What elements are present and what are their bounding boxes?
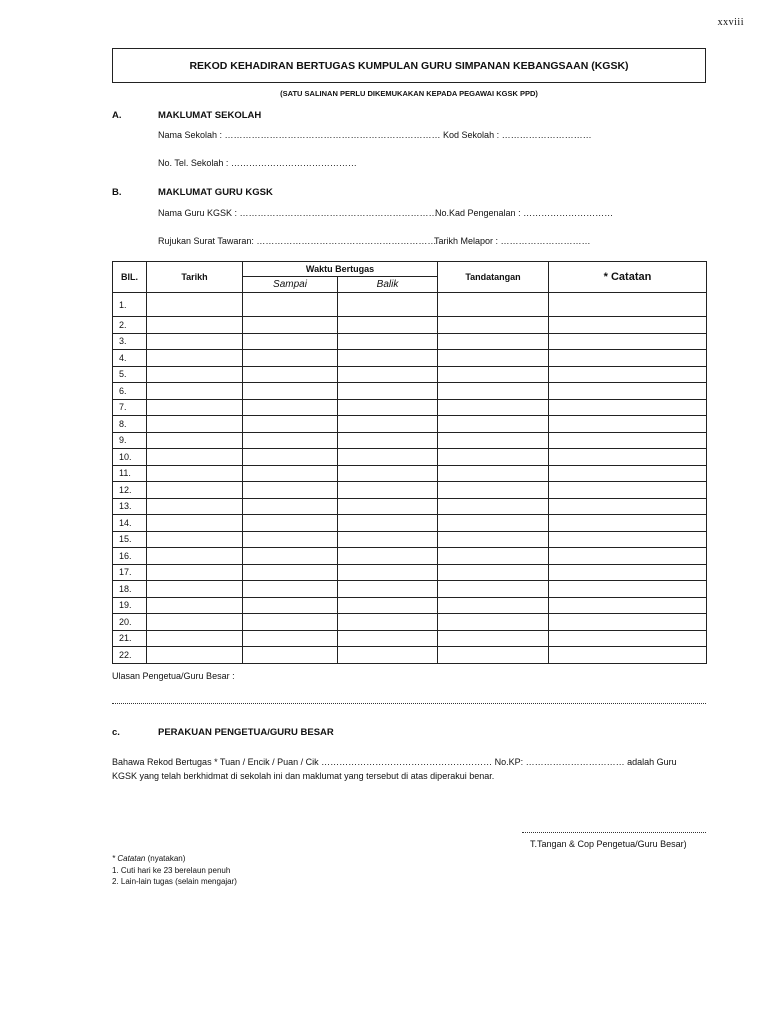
cell-balik <box>338 498 438 515</box>
table-row <box>113 581 707 598</box>
table-row <box>113 515 707 532</box>
cell-sampai <box>243 383 338 400</box>
header-bil: BIL. <box>113 262 147 293</box>
cell-balik <box>338 350 438 367</box>
cell-tandatangan <box>438 350 549 367</box>
cell-balik <box>338 465 438 482</box>
perakuan-line-2: KGSK yang telah berkhidmat di sekolah ini dan maklumat yang tersebut di atas diperakui benar. <box>112 771 495 781</box>
cell-balik <box>338 399 438 416</box>
cell-tandatangan <box>438 317 549 334</box>
cell-bil: 5. <box>113 366 147 383</box>
cell-tarikh <box>147 564 243 581</box>
form-subtitle: (SATU SALINAN PERLU DIKEMUKAKAN KEPADA PEGAWAI KGSK PPD) <box>280 89 538 98</box>
signature-label: T.Tangan & Cop Pengetua/Guru Besar) <box>530 839 687 849</box>
cell-sampai <box>243 317 338 334</box>
cell-balik <box>338 432 438 449</box>
cell-catatan <box>549 432 707 449</box>
cell-balik <box>338 647 438 664</box>
cell-tarikh <box>147 383 243 400</box>
table-row <box>113 432 707 449</box>
cell-tandatangan <box>438 630 549 647</box>
cell-bil: 19. <box>113 597 147 614</box>
cell-tandatangan <box>438 399 549 416</box>
cell-tandatangan <box>438 531 549 548</box>
table-row <box>113 350 707 367</box>
form-title <box>112 48 706 83</box>
cell-tandatangan <box>438 564 549 581</box>
table-row <box>113 482 707 499</box>
cell-tarikh <box>147 597 243 614</box>
no-kad-pengenalan-field: No.Kad Pengenalan : ………………………… <box>435 208 614 218</box>
cell-catatan <box>549 333 707 350</box>
cell-catatan <box>549 416 707 433</box>
cell-tandatangan <box>438 449 549 466</box>
form-title-text: REKOD KEHADIRAN BERTUGAS KUMPULAN GURU SIMPANAN KEBANGSAAN (KGSK) <box>189 59 629 72</box>
table-row <box>113 630 707 647</box>
cell-catatan <box>549 350 707 367</box>
cell-balik <box>338 630 438 647</box>
page-number: xxviii <box>717 17 744 28</box>
cell-balik <box>338 548 438 565</box>
cell-sampai <box>243 449 338 466</box>
cell-tarikh <box>147 630 243 647</box>
cell-catatan <box>549 597 707 614</box>
cell-bil: 4. <box>113 350 147 367</box>
nama-guru-field: Nama Guru KGSK : ………………………………………………………… <box>158 208 438 218</box>
cell-tandatangan <box>438 614 549 631</box>
cell-catatan <box>549 531 707 548</box>
cell-sampai <box>243 293 338 317</box>
cell-sampai <box>243 597 338 614</box>
notes-lead-rest: (nyatakan) <box>145 854 186 863</box>
nama-sekolah-field: Nama Sekolah : ……………………………………………………………… Kod Sekolah : ………………………… <box>158 130 592 140</box>
cell-catatan <box>549 449 707 466</box>
table-row <box>113 366 707 383</box>
cell-sampai <box>243 465 338 482</box>
no-tel-sekolah-field: No. Tel. Sekolah : …………………………………… <box>158 158 357 168</box>
cell-bil: 22. <box>113 647 147 664</box>
cell-tarikh <box>147 482 243 499</box>
cell-tandatangan <box>438 432 549 449</box>
cell-tandatangan <box>438 416 549 433</box>
cell-tandatangan <box>438 498 549 515</box>
cell-catatan <box>549 293 707 317</box>
table-row <box>113 465 707 482</box>
cell-balik <box>338 449 438 466</box>
cell-sampai <box>243 614 338 631</box>
section-c-title: PERAKUAN PENGETUA/GURU BESAR <box>158 727 334 738</box>
cell-catatan <box>549 465 707 482</box>
table-row <box>113 317 707 334</box>
cell-balik <box>338 383 438 400</box>
table-row <box>113 333 707 350</box>
cell-sampai <box>243 548 338 565</box>
cell-tandatangan <box>438 333 549 350</box>
rujukan-surat-field: Rujukan Surat Tawaran: …………………………………………………… <box>158 236 437 246</box>
attendance-table-body <box>113 293 707 664</box>
header-balik: Balik <box>338 277 438 293</box>
note-item: 2. Lain-lain tugas (selain mengajar) <box>112 877 237 886</box>
cell-catatan <box>549 581 707 598</box>
header-sampai: Sampai <box>243 277 338 293</box>
cell-balik <box>338 531 438 548</box>
table-row <box>113 449 707 466</box>
cell-catatan <box>549 317 707 334</box>
table-row <box>113 548 707 565</box>
section-c-letter: c. <box>112 727 120 738</box>
cell-tarikh <box>147 350 243 367</box>
header-tarikh: Tarikh <box>147 262 243 293</box>
header-tandatangan: Tandatangan <box>438 262 549 293</box>
cell-catatan <box>549 647 707 664</box>
cell-bil: 3. <box>113 333 147 350</box>
cell-tarikh <box>147 399 243 416</box>
cell-tarikh <box>147 515 243 532</box>
table-row <box>113 383 707 400</box>
table-row <box>113 399 707 416</box>
catatan-notes <box>112 853 237 888</box>
cell-tandatangan <box>438 548 549 565</box>
cell-bil: 21. <box>113 630 147 647</box>
cell-tarikh <box>147 581 243 598</box>
cell-tandatangan <box>438 293 549 317</box>
cell-bil: 18. <box>113 581 147 598</box>
table-row <box>113 564 707 581</box>
table-row <box>113 647 707 664</box>
cell-tarikh <box>147 432 243 449</box>
cell-tarikh <box>147 293 243 317</box>
perakuan-line-1: Bahawa Rekod Bertugas * Tuan / Encik / Puan / Cik ………………………………………………… No.KP: …………………………… adalah Guru <box>112 757 677 767</box>
cell-balik <box>338 366 438 383</box>
cell-bil: 12. <box>113 482 147 499</box>
notes-lead-italic: * Catatan <box>112 854 146 863</box>
cell-catatan <box>549 498 707 515</box>
cell-bil: 2. <box>113 317 147 334</box>
cell-sampai <box>243 630 338 647</box>
cell-sampai <box>243 647 338 664</box>
cell-sampai <box>243 399 338 416</box>
cell-sampai <box>243 366 338 383</box>
cell-catatan <box>549 482 707 499</box>
cell-tarikh <box>147 647 243 664</box>
cell-sampai <box>243 531 338 548</box>
cell-bil: 13. <box>113 498 147 515</box>
cell-bil: 14. <box>113 515 147 532</box>
cell-sampai <box>243 482 338 499</box>
cell-tarikh <box>147 498 243 515</box>
cell-balik <box>338 293 438 317</box>
cell-catatan <box>549 564 707 581</box>
cell-catatan <box>549 548 707 565</box>
cell-tandatangan <box>438 581 549 598</box>
cell-balik <box>338 614 438 631</box>
cell-tarikh <box>147 449 243 466</box>
tarikh-melapor-field: Tarikh Melapor : ………………………… <box>434 236 591 246</box>
cell-sampai <box>243 432 338 449</box>
cell-tandatangan <box>438 647 549 664</box>
attendance-table <box>112 261 707 664</box>
table-row <box>113 614 707 631</box>
cell-bil: 9. <box>113 432 147 449</box>
cell-bil: 20. <box>113 614 147 631</box>
ulasan-dotted-line <box>112 703 706 704</box>
perakuan-paragraph <box>112 755 712 783</box>
cell-bil: 6. <box>113 383 147 400</box>
cell-balik <box>338 333 438 350</box>
cell-balik <box>338 416 438 433</box>
cell-tandatangan <box>438 465 549 482</box>
table-row <box>113 531 707 548</box>
cell-tandatangan <box>438 366 549 383</box>
section-b-title: MAKLUMAT GURU KGSK <box>158 187 273 198</box>
section-b-letter: B. <box>112 187 122 198</box>
cell-balik <box>338 317 438 334</box>
cell-tarikh <box>147 366 243 383</box>
cell-bil: 17. <box>113 564 147 581</box>
cell-sampai <box>243 581 338 598</box>
notes-lead <box>112 853 237 865</box>
cell-bil: 8. <box>113 416 147 433</box>
cell-tarikh <box>147 614 243 631</box>
cell-bil: 15. <box>113 531 147 548</box>
table-row <box>113 597 707 614</box>
header-catatan: * Catatan <box>549 262 707 293</box>
cell-balik <box>338 515 438 532</box>
section-a-letter: A. <box>112 110 122 121</box>
cell-tarikh <box>147 333 243 350</box>
cell-catatan <box>549 515 707 532</box>
cell-balik <box>338 597 438 614</box>
cell-tandatangan <box>438 383 549 400</box>
cell-balik <box>338 581 438 598</box>
note-item: 1. Cuti hari ke 23 berelaun penuh <box>112 865 231 875</box>
table-row <box>113 293 707 317</box>
signature-dotted-line <box>522 832 706 833</box>
cell-tandatangan <box>438 482 549 499</box>
cell-sampai <box>243 350 338 367</box>
cell-bil: 16. <box>113 548 147 565</box>
cell-sampai <box>243 564 338 581</box>
cell-catatan <box>549 630 707 647</box>
cell-catatan <box>549 366 707 383</box>
cell-tandatangan <box>438 515 549 532</box>
cell-catatan <box>549 383 707 400</box>
header-waktu-bertugas: Waktu Bertugas <box>243 262 438 277</box>
section-a-title: MAKLUMAT SEKOLAH <box>158 110 262 121</box>
cell-sampai <box>243 498 338 515</box>
ulasan-label: Ulasan Pengetua/Guru Besar : <box>112 671 235 681</box>
cell-bil: 1. <box>113 293 147 317</box>
cell-tarikh <box>147 465 243 482</box>
cell-balik <box>338 482 438 499</box>
table-row <box>113 416 707 433</box>
cell-bil: 11. <box>113 465 147 482</box>
cell-balik <box>338 564 438 581</box>
cell-tandatangan <box>438 597 549 614</box>
cell-sampai <box>243 416 338 433</box>
cell-tarikh <box>147 548 243 565</box>
cell-tarikh <box>147 317 243 334</box>
cell-tarikh <box>147 416 243 433</box>
cell-catatan <box>549 399 707 416</box>
cell-sampai <box>243 515 338 532</box>
table-row <box>113 498 707 515</box>
cell-bil: 10. <box>113 449 147 466</box>
cell-bil: 7. <box>113 399 147 416</box>
cell-catatan <box>549 614 707 631</box>
cell-tarikh <box>147 531 243 548</box>
cell-sampai <box>243 333 338 350</box>
